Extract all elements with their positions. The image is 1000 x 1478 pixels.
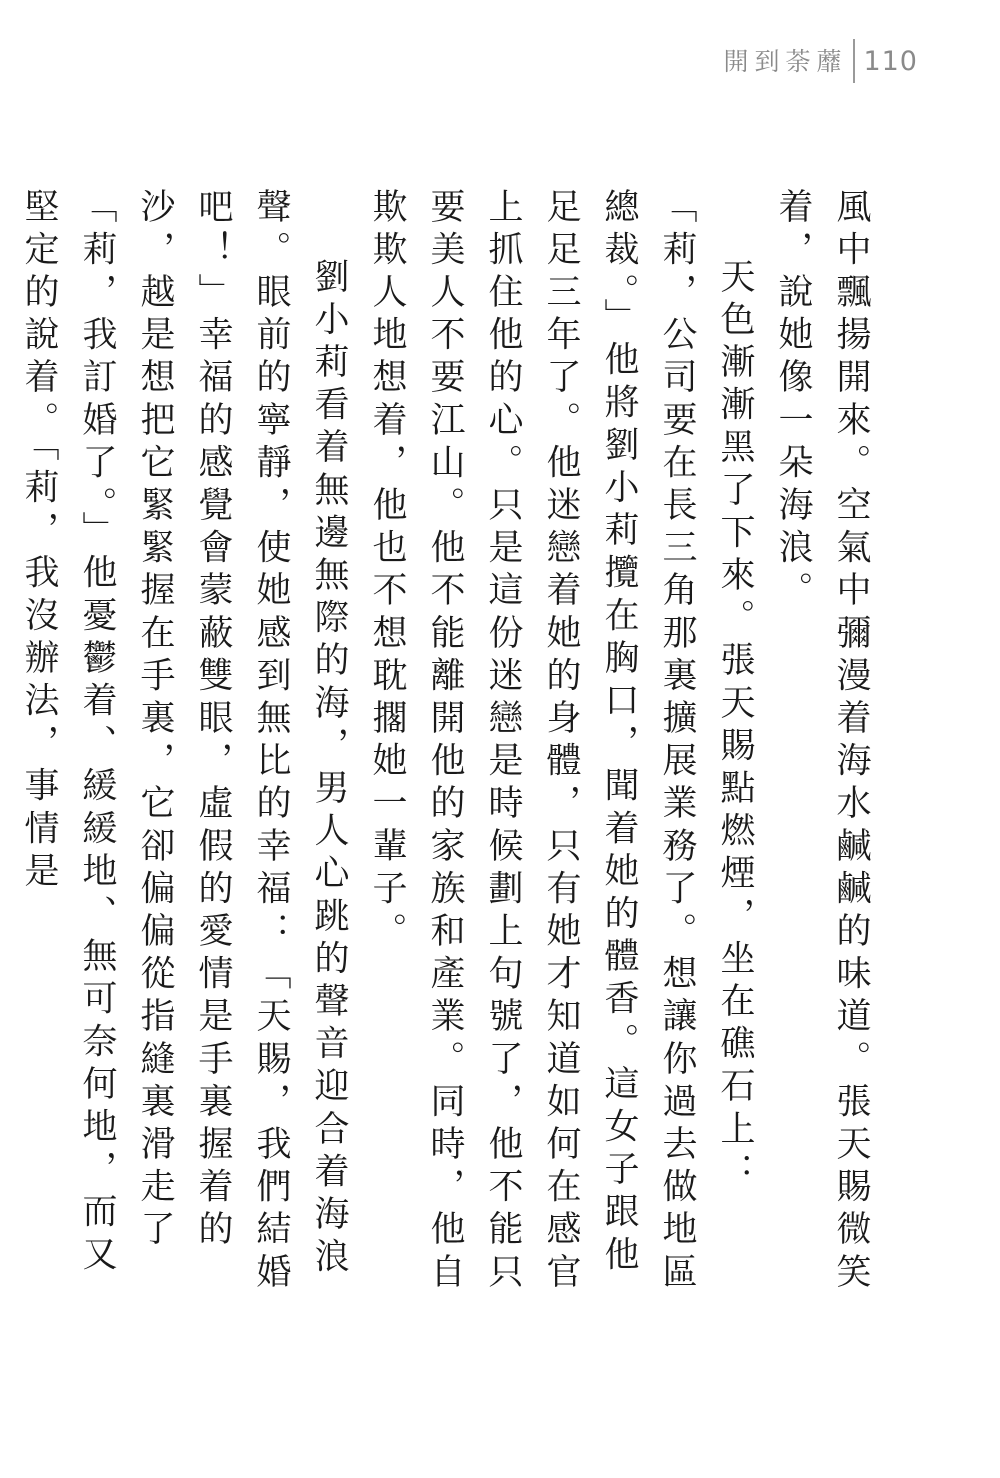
paragraph-1: 風中飄揚開來。空氣中彌漫着海水鹹鹹的味道。張天賜微笑着，說她像一朵海浪。 — [773, 188, 871, 1296]
running-header — [723, 38, 918, 84]
page-number: 110 — [863, 45, 918, 77]
paragraph-3: 劉小莉看着無邊無際的海，男人心跳的聲音迎合着海浪聲。眼前的寧靜，使她感到無比的幸福：「天賜，我們結婚吧！」幸福的感覺會蒙蔽雙眼，虛假的愛情是手裏握着的沙，越是想把它緊緊握在手裏，它卻偏偏從指縫裏滑走了「莉，我訂婚了。」他憂鬱着、緩緩地、無可奈何地，而又堅定的說着。「莉，我沒辦法，事情是 — [19, 188, 349, 1296]
book-title: 開到荼蘼 — [723, 46, 848, 76]
header-divider — [853, 39, 855, 83]
vertical-text-body — [19, 188, 880, 1308]
paragraph-2: 天色漸漸黑了下來。張天賜點燃煙，坐在礁石上：「莉，公司要在長三角那裏擴展業務了。想讓你過去做地區總裁。」他將劉小莉攬在胸口，聞着她的體香。這女子跟他足足三年了。他迷戀着她的身體，只有她才知道如何在感官上抓住他的心。只是這份迷戀是時候劃上句號了，他不能只要美人不要江山。他不能離開他的家族和產業。同時，他自欺欺人地想着，他也不想耽擱她一輩子。 — [367, 188, 755, 1296]
